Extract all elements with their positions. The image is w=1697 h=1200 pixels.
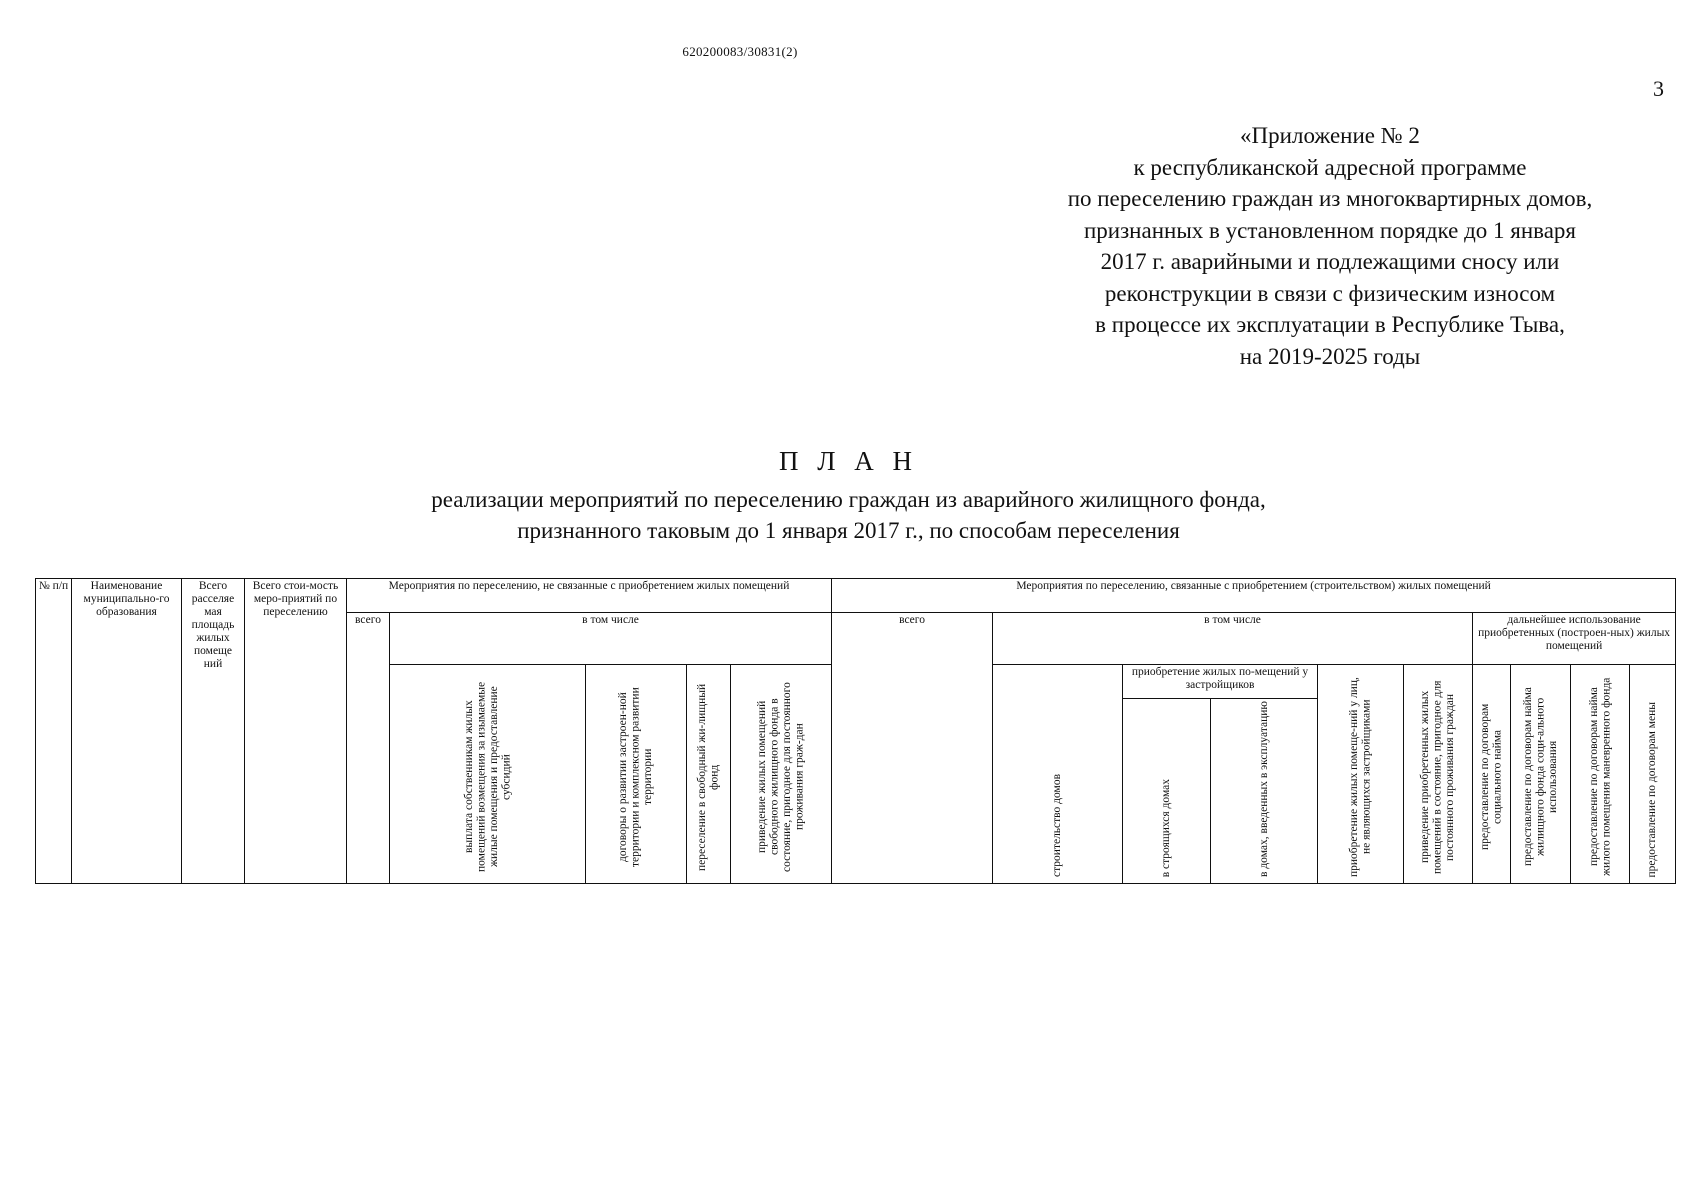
header-commercial-text: предоставление по договорам найма жилищного фонда соци-ального использования xyxy=(1521,687,1559,867)
header-including-related: в том числе xyxy=(993,613,1473,665)
header-bring-free-text: приведение жилых помещений свободного жилищного фонда в состояние, пригодное для постоянного проживания граж-дан xyxy=(756,682,806,872)
header-payment xyxy=(390,665,586,884)
header-total-not-related: всего xyxy=(347,613,390,884)
header-cost: Всего стои-мость меро-приятий по переселению xyxy=(245,579,347,884)
header-bring-purchased xyxy=(1404,665,1473,884)
header-group-not-related: Мероприятия по переселению, не связанные с приобретением жилых помещений xyxy=(347,579,832,613)
header-maneuver-text: предоставление по договорам найма жилого помещения маневренного фонда xyxy=(1587,677,1613,877)
header-purchase-non-dev xyxy=(1318,665,1404,884)
header-construction xyxy=(993,665,1123,884)
header-further-use: дальнейшее использование приобретенных (построен-ных) жилых помещений xyxy=(1473,613,1676,665)
header-free-fund xyxy=(687,665,731,884)
header-municipality: Наименование муниципально-го образования xyxy=(72,579,182,884)
annex-line: реконструкции в связи с физическим износом xyxy=(1104,280,1556,306)
header-social-text: предоставление по договорам социального найма xyxy=(1479,703,1504,851)
header-payment-text: выплата собственникам жилых помещений возмещения за изымаемые жилые помещения и предоставление субсидий xyxy=(462,681,512,873)
plan-subtitle-line: признанного таковым до 1 января 2017 г., по способам переселения xyxy=(517,518,1180,543)
annex-line: «Приложение № 2 xyxy=(1240,123,1420,148)
header-num: № п/п xyxy=(36,579,72,884)
header-contracts xyxy=(586,665,687,884)
plan-subtitle xyxy=(0,484,1697,546)
header-maneuver xyxy=(1571,665,1630,884)
header-total-related: всего xyxy=(832,613,993,884)
header-free-fund-text: переселение в свободный жи-лищный фонд xyxy=(696,683,721,871)
header-group-related: Мероприятия по переселению, связанные с приобретением (строительством) жилых помещений xyxy=(832,579,1676,613)
annex-header xyxy=(980,120,1680,372)
header-exchange xyxy=(1630,665,1676,884)
header-under-construction xyxy=(1123,699,1211,884)
annex-line: по переселению граждан из многоквартирных домов, xyxy=(1067,186,1593,211)
header-bring-purchased-text: приведение приобретенных жилых помещений в состояние, пригодное для постоянного проживания граждан xyxy=(1419,680,1457,874)
document-id: 620200083/30831(2) xyxy=(682,44,798,59)
header-under-construction-text: в строящихся домах xyxy=(1160,778,1173,877)
header-construction-text: строительство домов xyxy=(1051,773,1064,877)
header-commercial xyxy=(1511,665,1571,884)
annex-line: к республиканской адресной программе xyxy=(1133,154,1527,180)
annex-line: на 2019-2025 годы xyxy=(1239,343,1421,369)
header-exchange-text: предоставление по договорам мены xyxy=(1646,701,1659,877)
plan-subtitle-line: реализации мероприятий по переселению граждан из аварийного жилищного фонда, xyxy=(431,487,1266,512)
header-commissioned xyxy=(1211,699,1318,884)
annex-line: признанных в установленном порядке до 1 января xyxy=(1083,217,1577,243)
page-number: 3 xyxy=(1653,76,1664,101)
annex-line: в процессе их эксплуатации в Республике Тыва, xyxy=(1095,312,1565,337)
header-social xyxy=(1473,665,1511,884)
header-bring-free xyxy=(731,665,832,884)
header-purchase-non-dev-text: приобретение жилых помеще-ний у лиц, не являющихся застройщиками xyxy=(1348,677,1373,877)
header-commissioned-text: в домах, введенных в эксплуатацию xyxy=(1257,701,1270,877)
header-area: Всего расселяе мая площадь жилых помеще ний xyxy=(182,579,245,884)
header-including-not-related: в том числе xyxy=(390,613,832,665)
plan-table xyxy=(35,578,1676,884)
header-purchase-developers: приобретение жилых по-мещений у застройщиков xyxy=(1123,665,1318,699)
header-contracts-text: договоры о развитии застроен-ной территории и комплексном развитии территории xyxy=(617,687,655,867)
annex-line: 2017 г. аварийными и подлежащими сносу или xyxy=(1100,249,1560,274)
plan-title: П Л А Н xyxy=(778,446,919,476)
